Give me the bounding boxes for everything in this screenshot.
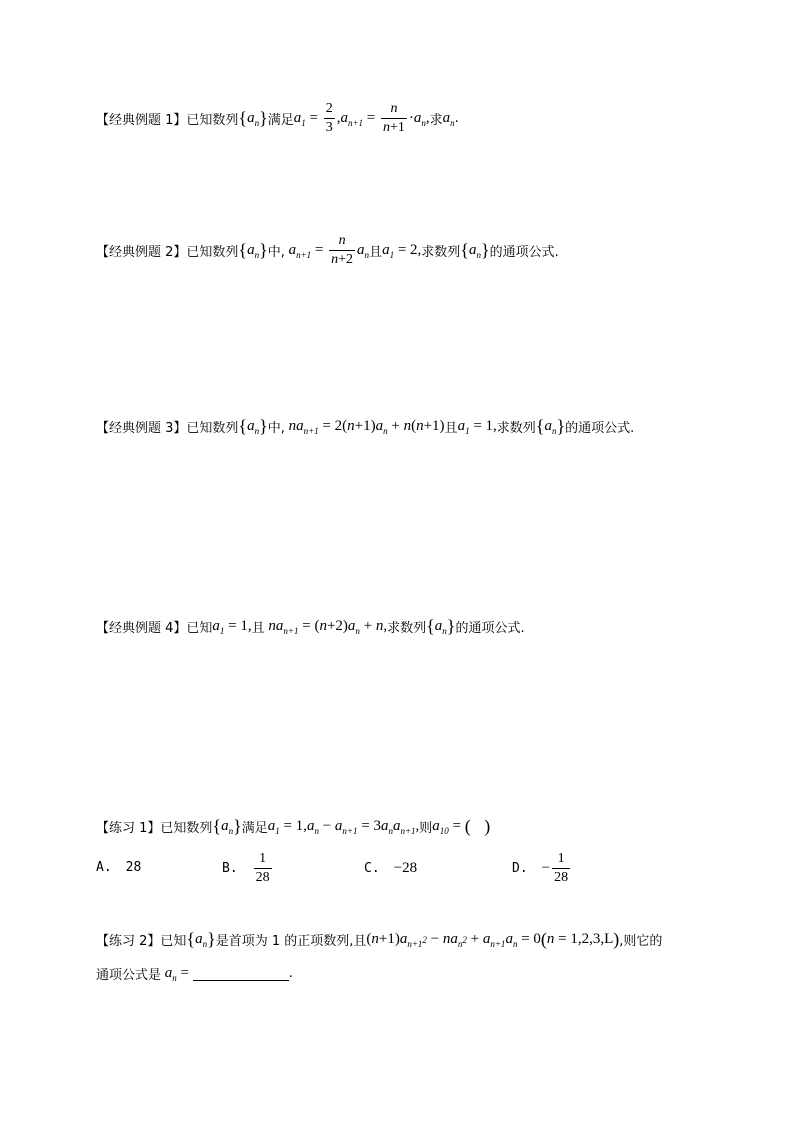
fraction: $\frac{1}{28}$ [554, 851, 569, 885]
example-1-tag: 【经典例题 1】 [96, 113, 187, 128]
example-3-tag: 【经典例题 3】 [96, 421, 187, 436]
fraction: $\frac{n}{n+1}$ [382, 101, 405, 135]
option-c[interactable]: C. −28 [364, 860, 418, 876]
option-a[interactable]: A. 28 [96, 860, 142, 875]
option-b[interactable]: B. $\frac{1}{28}$ [222, 851, 270, 885]
fraction: $\frac{n}{n+2}$ [331, 233, 354, 267]
practice-2-line-2: 通项公式是 $a_n$ = . [96, 964, 293, 983]
example-4-tag: 【经典例题 4】 [96, 621, 187, 636]
example-2: 【经典例题 2】 已知数列 { $a_n$ } 中, $a_{n+1}$ = $\frac{n}{n+2}$ $a_n$ 且 $a_1$ = 2, 求数列 { $a_n$ } 的通项公式. [96, 233, 559, 267]
answer-blank[interactable] [193, 966, 289, 981]
option-d[interactable]: D. − $\frac{1}{28}$ [512, 851, 569, 885]
practice-2-tag: 【练习 2】 [96, 934, 161, 949]
example-3: 【经典例题 3】 已知数列 { $a_n$ } 中, $na_{n+1}$ = 2( n +1) $a_n$ + n ( n +1) 且 $a_1$ = 1, 求数列 { $a_n$ } 的通项公式. [96, 416, 635, 436]
practice-1: 【练习 1】 已知数列 { $a_n$ } 满足 $a_1$ = 1, $a_n$ − $a_{n+1}$ = 3 $a_na_{n+1}$ , 则 $a_{10}$ = ( ) [96, 816, 491, 836]
practice-2: 【练习 2】 已知 { $a_n$ } 是首项为 1 的正项数列,且 ( n +1) $a_{n+1}$ 2 − $na_n$ 2 + $a_{n+1}a_n$ = 0 ( n = 1,2,3,L ) ,则它的 [96, 929, 663, 949]
fraction: $\frac{2}{3}$ [325, 101, 333, 135]
example-4: 【经典例题 4】 已知 $a_1$ = 1, 且 $na_{n+1}$ = ( n +2) $a_n$ + n , 求数列 { $a_n$ } 的通项公式. [96, 616, 525, 636]
fraction: $\frac{1}{28}$ [255, 851, 270, 885]
practice-1-tag: 【练习 1】 [96, 821, 161, 836]
example-2-tag: 【经典例题 2】 [96, 245, 187, 260]
example-1: 【经典例题 1】 已知数列 { $a_n$ } 满足 $a_1$ = $\frac{2}{3}$ , $a_{n+1}$ = $\frac{n}{n+1}$ · $a_n$ , 求 $a_n$ . [96, 101, 459, 135]
